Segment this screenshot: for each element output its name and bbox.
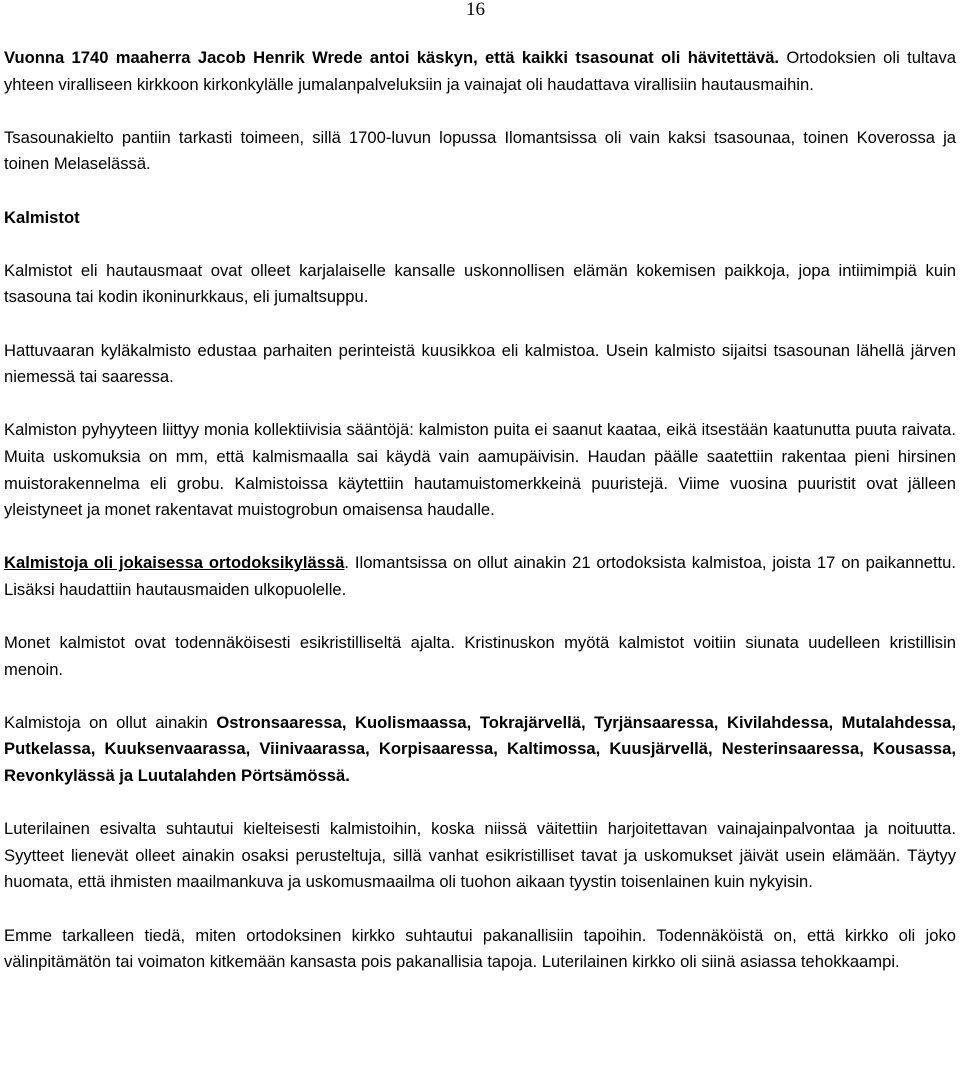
paragraph-hattuvaara: Hattuvaaran kyläkalmisto edustaa parhaiten perinteistä kuusikkoa eli kalmistoa. Usein kalmisto sijaitsi tsasounan lähellä järven niemessä tai saaressa. [4, 340, 956, 387]
paragraph-every-village-emphasis: Kalmistoja oli jokaisessa ortodoksikylässä [4, 553, 345, 573]
paragraph-wrede-order [4, 45, 956, 98]
paragraph-orthodox-church: Emme tarkalleen tiedä, miten ortodoksinen kirkko suhtautui pakanallisiin tapoihin. Todennäköistä on, että kirkko oli joko välinpitämätön tai voimaton kitkemään kansasta pois pakanallisia tapoja. Luterilainen kirkko oli siinä asiassa tehokkaampi. [4, 925, 956, 972]
paragraph-tsasouna-ban: Tsasounakielto pantiin tarkasti toimeen, sillä 1700-luvun lopussa Ilomantsissa oli vain kaksi tsasounaa, toinen Koverossa ja toinen Melaselässä. [4, 127, 956, 174]
page-number: 16 [466, 0, 485, 20]
paragraph-lutheran-authority: Luterilainen esivalta suhtautui kielteisesti kalmistoihin, koska niissä väitettiin harjoitettavan vainajainpalvontaa ja noituutta. Syytteet lienevät olleet ainakin osaksi perusteltuja, sillä vanhat esikristilliset tavat ja uskomukset jäivät usein elämään. Täytyy huomata, että ihmisten maailmankuva ja uskomusmaailma oli tuohon aikaan tyystin toisenlainen kuin nykyisin. [4, 819, 956, 892]
paragraph-locations-list: Ostronsaaressa, Kuolismaassa, Tokrajärvellä, Tyrjänsaaressa, Kivilahdessa, Mutalahdessa, Putkelassa, Kuuksenvaarassa, Viinivaarassa, Korpisaaressa, Kaltimossa, Kuusjärvellä, Nesterinsaaressa, Kousassa, Revonkylässä ja Luutalahden Pörtsämössä. [4, 712, 956, 786]
paragraph-every-village [4, 550, 956, 603]
paragraph-wrede-order-bold: Vuonna 1740 maaherra Jacob Henrik Wrede antoi käskyn, että kaikki tsasounat oli hävitettävä. [4, 48, 780, 67]
paragraph-wrede-order-rest: Ortodoksien oli tultava yhteen viralliseen kirkkoon kirkonkylälle jumalanpalveluksiin ja vainajat oli haudattava virallisiin hautausmaihin. [4, 48, 956, 94]
document-body [4, 45, 956, 1002]
section-heading-kalmistot: Kalmistot [4, 207, 80, 227]
paragraph-every-village-rest: . Ilomantsissa on ollut ainakin 21 ortodoksista kalmistoa, joista 17 on paikannettu. Lisäksi haudattiin hautausmaiden ulkopuolelle. [4, 553, 956, 599]
paragraph-locations [4, 710, 956, 790]
paragraph-kalmisto-rules: Kalmiston pyhyyteen liittyy monia kollektiivisia sääntöjä: kalmiston puita ei saanut kaataa, eikä itsestään kaatunutta puuta raivata. Muita uskomuksia on mm, että kalmismaalla sai käydä vain aamupäivisin. Haudan päälle saatettiin rakentaa pieni hirsinen muistorakennelma eli grobu. Kalmistoissa käytettiin hautamuistomerkkeinä puuristejä. Viime vuosina puuristit ovat jälleen yleistyneet ja monet rakentavat muistogrobun omaisensa haudalle. [4, 420, 956, 520]
paragraph-kalmistot-intro: Kalmistot eli hautausmaat ovat olleet karjalaiselle kansalle uskonnollisen elämän kokemisen paikkoja, jopa intiimimpiä kuin tsasouna tai kodin ikoninurkkaus, eli jumaltsuppu. [4, 260, 956, 307]
paragraph-pre-christian: Monet kalmistot ovat todennäköisesti esikristilliseltä ajalta. Kristinuskon myötä kalmistot voitiin siunata uudelleen kristillisin menoin. [4, 633, 956, 679]
paragraph-locations-lead: Kalmistoja on ollut ainakin [4, 712, 217, 732]
